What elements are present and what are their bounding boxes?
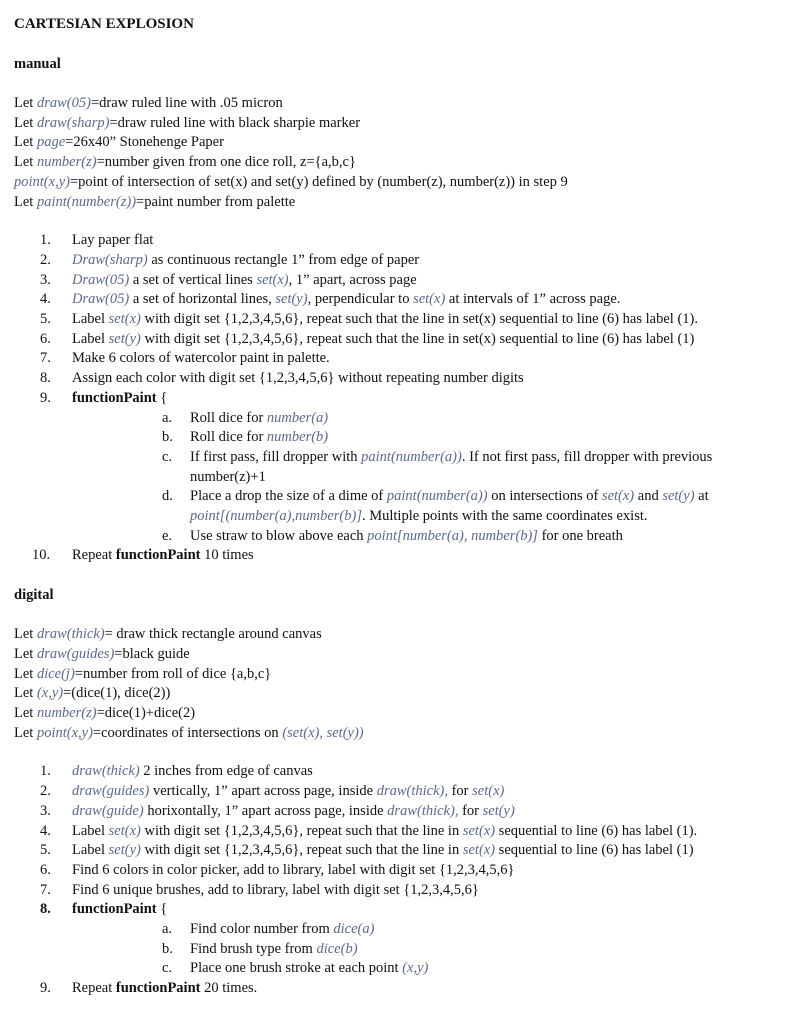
definition-line [14, 153, 804, 173]
text-run: Find 6 unique brushes, add to library, label with digit set {1,2,3,4,5,6} [72, 881, 479, 898]
definition-line [14, 193, 804, 213]
variable-term: draw(thick) [36, 626, 105, 643]
digital-definitions [14, 625, 804, 743]
text-run: Find brush type from [190, 940, 317, 957]
text-run: { [156, 901, 168, 918]
step-number: a. [162, 921, 173, 938]
text-run: Label [72, 330, 109, 347]
step [14, 369, 804, 389]
text-run: , 1” apart, across page [288, 271, 417, 288]
text-run: Roll dice for [190, 409, 267, 426]
variable-term: set(x) [256, 271, 289, 288]
text-run: 10 times [200, 547, 254, 564]
variable-term: set(x) [108, 311, 141, 328]
manual-definitions [14, 94, 804, 212]
step-number: b. [162, 429, 173, 446]
step-number: 1. [40, 232, 51, 249]
step [14, 310, 804, 330]
document-page [14, 14, 804, 999]
step-number: 8. [40, 901, 51, 918]
step-number: c. [162, 960, 173, 977]
step-number: 7. [40, 350, 51, 367]
step-number: 8. [40, 370, 51, 387]
sub-steps [72, 409, 804, 547]
text-run: with digit set {1,2,3,4,5,6}, repeat such that the line in [140, 822, 463, 839]
function-name: functionPaint [115, 980, 201, 997]
text-run: with digit set {1,2,3,4,5,6}, repeat such that the line in set(x) sequential to line (6) has label (1). [140, 311, 698, 328]
definition-line [14, 704, 804, 724]
step-number: 3. [40, 271, 51, 288]
step-number: 5. [40, 311, 51, 328]
sub-step [72, 940, 804, 960]
variable-term: draw(thick) [72, 763, 140, 780]
text-run: = draw thick rectangle around canvas [104, 626, 322, 643]
text-run: =point of intersection of set(x) and set(y) defined by (number(z), number(z)) in step 9 [69, 173, 568, 190]
text-run: a set of vertical lines [129, 271, 257, 288]
definition-line [14, 645, 804, 665]
text-run: Repeat [72, 980, 116, 997]
text-run: , perpendicular to [307, 291, 414, 308]
text-run: at [694, 488, 709, 505]
step [14, 271, 804, 291]
variable-term: number(a) [266, 409, 329, 426]
text-run: =black guide [114, 645, 190, 662]
text-run: Place a drop the size of a dime of [190, 488, 387, 505]
step-number: 2. [40, 783, 51, 800]
step [14, 251, 804, 271]
text-run: Let [14, 134, 37, 151]
text-run: for one breath [537, 527, 623, 544]
step-number: 4. [40, 822, 51, 839]
text-run: a set of horizontal lines, [129, 291, 276, 308]
step [14, 802, 804, 822]
variable-term: set(y) [108, 330, 141, 347]
variable-term: draw(thick), [387, 802, 459, 819]
variable-term: number(b) [266, 429, 329, 446]
variable-term: dice(b) [316, 940, 358, 957]
step-number: 3. [40, 802, 51, 819]
variable-term: (x,y) [402, 960, 429, 977]
step [14, 349, 804, 369]
text-run: =coordinates of intersections on [92, 724, 283, 741]
text-run: Let [14, 193, 37, 210]
step [14, 861, 804, 881]
variable-term: dice(a) [333, 921, 375, 938]
text-run: Label [72, 822, 109, 839]
definition-line [14, 724, 804, 744]
step [14, 841, 804, 861]
text-run: and [634, 488, 663, 505]
sub-step [72, 487, 790, 526]
digital-heading: digital [14, 587, 54, 604]
text-run: =(dice(1), dice(2)) [63, 685, 171, 702]
text-run: Lay paper flat [72, 232, 154, 249]
step-number: 9. [40, 980, 51, 997]
variable-term: draw(guides) [36, 645, 115, 662]
variable-term: point(x,y) [14, 173, 70, 190]
variable-term: set(x) [462, 822, 496, 839]
definition-line [14, 665, 804, 685]
step [14, 979, 804, 999]
text-run: at intervals of 1” across page. [445, 291, 621, 308]
text-run: Let [14, 645, 37, 662]
text-run: sequential to line (6) has label (1) [495, 842, 694, 859]
variable-term: page [36, 134, 66, 151]
variable-term: draw(guide) [72, 802, 144, 819]
definition-line [14, 94, 804, 114]
text-run: =number from roll of dice {a,b,c} [74, 665, 272, 682]
text-run: on intersections of [487, 488, 602, 505]
step-number: 5. [40, 842, 51, 859]
variable-term: Draw(sharp) [72, 251, 148, 268]
text-run: Use straw to blow above each [190, 527, 368, 544]
text-run: Let [14, 114, 37, 131]
manual-steps [14, 231, 804, 566]
text-run: Let [14, 154, 37, 171]
step-number: e. [162, 527, 173, 544]
function-name: functionPaint [115, 547, 201, 564]
text-run: =26x40” Stonehenge Paper [65, 134, 224, 151]
step [14, 290, 804, 310]
text-run: Place one brush stroke at each point [190, 960, 403, 977]
text-run: for [458, 802, 483, 819]
text-run: =number given from one dice roll, z={a,b,c} [96, 154, 356, 171]
text-run: with digit set {1,2,3,4,5,6}, repeat such that the line in [140, 842, 463, 859]
variable-term: paint(number(z)) [36, 193, 137, 210]
variable-term: number(z) [36, 704, 97, 721]
variable-term: (set(x), set(y)) [282, 724, 364, 741]
step-number: 4. [40, 291, 51, 308]
sub-step [72, 920, 804, 940]
step-number: 1. [40, 763, 51, 780]
variable-term: draw(sharp) [36, 114, 110, 131]
step-number: 6. [40, 330, 51, 347]
variable-term: set(y) [662, 488, 695, 505]
definition-line [14, 133, 804, 153]
sub-step [72, 428, 804, 448]
variable-term: (x,y) [36, 685, 64, 702]
step-number: 7. [40, 881, 51, 898]
variable-term: draw(thick), [376, 783, 448, 800]
text-run: Let [14, 665, 37, 682]
variable-term: set(x) [472, 783, 505, 800]
text-run: Let [14, 626, 37, 643]
text-run: =paint number from palette [136, 193, 296, 210]
variable-term: point[number(a), number(b)] [367, 527, 538, 544]
step [14, 881, 804, 901]
text-run: =dice(1)+dice(2) [96, 704, 196, 721]
step-number: d. [162, 488, 173, 505]
text-run: Roll dice for [190, 429, 267, 446]
text-run: . Multiple points with the same coordinates exist. [361, 508, 648, 525]
variable-term: Draw(05) [72, 291, 130, 308]
text-run: for [447, 783, 473, 800]
text-run: sequential to line (6) has label (1). [495, 822, 698, 839]
variable-term: set(y) [108, 842, 141, 859]
text-run: Let [14, 704, 37, 721]
text-run: =draw ruled line with .05 micron [90, 95, 283, 111]
digital-steps [14, 762, 804, 998]
variable-term: Draw(05) [72, 271, 130, 288]
text-run: Find color number from [190, 921, 334, 938]
text-run: Let [14, 685, 37, 702]
variable-term: point[(number(a),number(b)] [190, 508, 362, 525]
text-run: with digit set {1,2,3,4,5,6}, repeat such that the line in set(x) sequential to line (6) has label (1) [140, 330, 695, 347]
variable-term: draw(05) [36, 95, 91, 111]
text-run: vertically, 1” apart across page, inside [149, 783, 377, 800]
variable-term: set(x) [462, 842, 496, 859]
variable-term: paint(number(a)) [361, 448, 462, 465]
variable-term: dice(j) [36, 665, 75, 682]
step [14, 389, 804, 547]
digital-section [14, 585, 804, 999]
variable-term: draw(guides) [72, 783, 150, 800]
text-run: horixontally, 1” apart across page, inside [143, 802, 388, 819]
definition-line [14, 684, 804, 704]
function-name: functionPaint [72, 389, 157, 406]
variable-term: set(x) [601, 488, 635, 505]
step [14, 231, 804, 251]
definition-line [14, 114, 804, 134]
text-run: 20 times. [200, 980, 258, 997]
text-run: =draw ruled line with black sharpie marker [109, 114, 361, 131]
text-run: Find 6 colors in color picker, add to library, label with digit set {1,2,3,4,5,6} [72, 861, 515, 878]
definition-line [14, 173, 804, 193]
sub-step [72, 527, 804, 547]
text-run: Make 6 colors of watercolor paint in palette. [72, 350, 330, 367]
step [14, 330, 804, 350]
step-number: 6. [40, 861, 51, 878]
sub-step [72, 448, 790, 487]
text-run: If first pass, fill dropper with [190, 448, 362, 465]
function-name: functionPaint [72, 901, 157, 918]
text-run: Label [72, 842, 109, 859]
text-run: Repeat [72, 547, 116, 564]
manual-section [14, 54, 804, 566]
variable-term: set(y) [482, 802, 515, 819]
variable-term: set(y) [275, 291, 308, 308]
text-run: as continuous rectangle 1” from edge of paper [147, 251, 420, 268]
step [14, 782, 804, 802]
step [14, 822, 804, 842]
text-run: Assign each color with digit set {1,2,3,4,5,6} without repeating number digits [72, 370, 524, 387]
step-number: 10. [32, 547, 51, 564]
step [14, 762, 804, 782]
step [14, 546, 804, 566]
variable-term: number(z) [36, 154, 97, 171]
variable-term: set(x) [108, 822, 141, 839]
step-number: c. [162, 448, 173, 465]
variable-term: point(x,y) [36, 724, 93, 741]
variable-term: paint(number(a)) [386, 488, 488, 505]
text-run: . If not first pass, fill dropper with previous number(z)+1 [190, 448, 713, 485]
variable-term: set(x) [413, 291, 446, 308]
document-title: CARTESIAN EXPLOSION [14, 16, 194, 32]
manual-heading: manual [14, 56, 61, 72]
sub-steps [72, 920, 804, 979]
sub-step [72, 959, 804, 979]
text-run: Label [72, 311, 109, 328]
step-number: a. [162, 409, 173, 426]
step-number: b. [162, 940, 173, 957]
definition-line [14, 625, 804, 645]
step-number: 9. [40, 389, 51, 406]
text-run: { [156, 389, 168, 406]
text-run: Let [14, 724, 37, 741]
step-number: 2. [40, 251, 51, 268]
sub-step [72, 409, 804, 429]
text-run: Let [14, 95, 37, 111]
step [14, 900, 804, 979]
text-run: 2 inches from edge of canvas [139, 763, 313, 780]
